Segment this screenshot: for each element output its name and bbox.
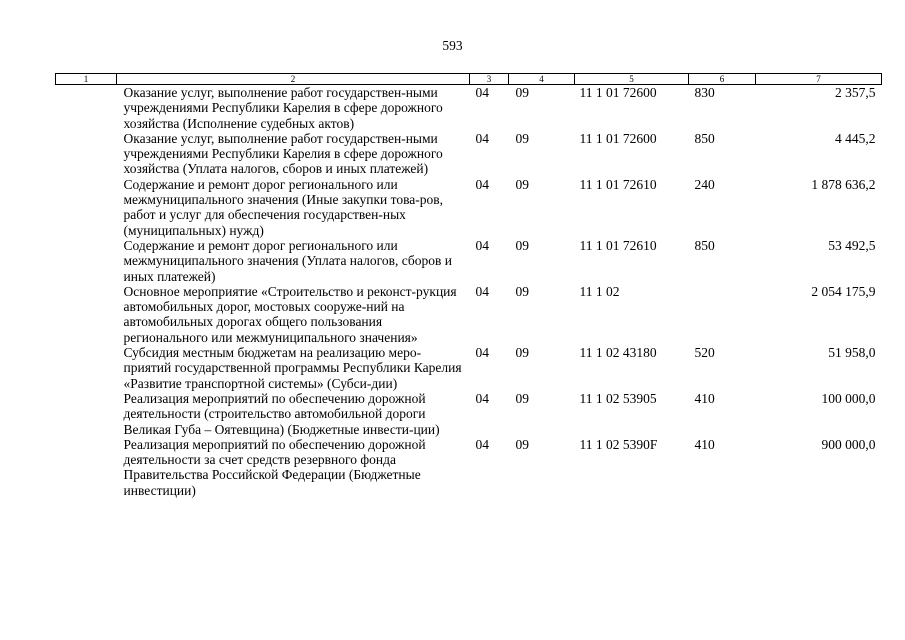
expense-name-cell: Оказание услуг, выполнение работ государствен-ными учреждениями Республики Карелия в сфере дорожного хозяйства (Уплата налогов, сборов и иных платежей) [123,130,443,177]
column-3-header: 3 [470,74,509,85]
table-row [56,437,882,498]
expense-name-cell: Реализация мероприятий по обеспечению дорожной деятельности (строительство автомобильной дороги Великая Губа – Оятевщина) (Бюджетные инвести-ции) [123,390,440,437]
expense-type-code-cell: 850 [694,237,715,253]
subsection-code-cell: 09 [515,237,529,253]
expense-type-code-cell: 830 [694,85,715,100]
target-article-code-cell: 11 1 01 72610 [579,176,657,192]
target-article-code-cell: 11 1 02 5390F [579,436,658,452]
amount-cell: 2 357,5 [835,85,876,100]
row-col1-cell [56,391,117,437]
expense-type-code-cell: 240 [694,176,715,192]
amount-cell: 51 958,0 [828,345,876,361]
column-2-header: 2 [117,74,470,85]
target-article-code-cell: 11 1 01 72610 [579,237,657,253]
table-row [56,284,882,345]
row-col1-cell [56,345,117,391]
column-5-header: 5 [575,74,689,85]
row-col1-cell [56,284,117,345]
row-col1-cell [56,238,117,284]
expense-name-cell: Основное мероприятие «Строительство и реконст-рукция автомобильных дорог, мостовых сооруже-ний на автомобильных дорогах общего пользования регионального или межмуниципального значения» [123,283,457,345]
expense-type-code-cell: 520 [694,345,715,361]
section-code-cell: 04 [475,345,489,361]
header-row [56,74,882,85]
section-code-cell: 04 [475,130,489,146]
row-col1-cell [56,437,117,498]
subsection-code-cell: 09 [515,436,529,452]
table-row [56,85,882,131]
table-row [56,131,882,177]
subsection-code-cell: 09 [515,130,529,146]
row-col1-cell [56,85,117,131]
expense-name-cell: Содержание и ремонт дорог регионального или межмуниципального значения (Иные закупки това-ров, работ и услуг для обеспечения государствен-ных (муниципальных) нужд) [123,176,444,238]
subsection-code-cell: 09 [515,176,529,192]
section-code-cell: 04 [475,176,489,192]
page-number: 593 [442,38,463,53]
target-article-code-cell: 11 1 02 53905 [579,390,657,406]
section-code-cell: 04 [475,85,489,100]
section-code-cell: 04 [475,283,489,299]
column-7-header: 7 [756,74,882,85]
expense-name-cell: Субсидия местным бюджетам на реализацию меро-приятий государственной программы Республики Карелия «Развитие транспортной системы» (Субси-дии) [123,345,462,391]
table-row [56,345,882,391]
section-code-cell: 04 [475,237,489,253]
table-row [56,238,882,284]
column-1-header: 1 [56,74,117,85]
column-number-header [56,74,882,85]
table-row [56,391,882,437]
budget-table [55,73,882,498]
subsection-code-cell: 09 [515,390,529,406]
amount-cell: 100 000,0 [821,390,876,406]
target-article-code-cell: 11 1 02 43180 [579,345,657,361]
expense-type-code-cell: 410 [694,390,715,406]
expense-type-code-cell: 850 [694,130,715,146]
section-code-cell: 04 [475,390,489,406]
expense-name-cell: Оказание услуг, выполнение работ государствен-ными учреждениями Республики Карелия в сфере дорожного хозяйства (Исполнение судебных актов) [123,85,443,131]
column-4-header: 4 [509,74,575,85]
row-col1-cell [56,177,117,238]
subsection-code-cell: 09 [515,85,529,100]
subsection-code-cell: 09 [515,283,529,299]
expense-name-cell: Содержание и ремонт дорог регионального или межмуниципального значения (Уплата налогов, сборов и иных платежей) [123,237,452,284]
amount-cell: 2 054 175,9 [811,283,876,299]
table-row [56,177,882,238]
target-article-code-cell: 11 1 01 72600 [579,130,657,146]
expense-name-cell: Реализация мероприятий по обеспечению дорожной деятельности за счет средств резервного фонда Правительства Российской Федерации (Бюджетные инвестиции) [123,436,426,498]
section-code-cell: 04 [475,436,489,452]
target-article-code-cell: 11 1 02 [579,283,620,299]
expense-type-code-cell: 410 [694,436,715,452]
target-article-code-cell: 11 1 01 72600 [579,85,657,100]
table-body [56,85,882,499]
column-6-header: 6 [689,74,756,85]
amount-cell: 53 492,5 [828,237,876,253]
amount-cell: 1 878 636,2 [811,176,876,192]
subsection-code-cell: 09 [515,345,529,361]
amount-cell: 4 445,2 [835,130,876,146]
amount-cell: 900 000,0 [821,436,876,452]
row-col1-cell [56,131,117,177]
expense-type-code-cell [689,284,756,345]
